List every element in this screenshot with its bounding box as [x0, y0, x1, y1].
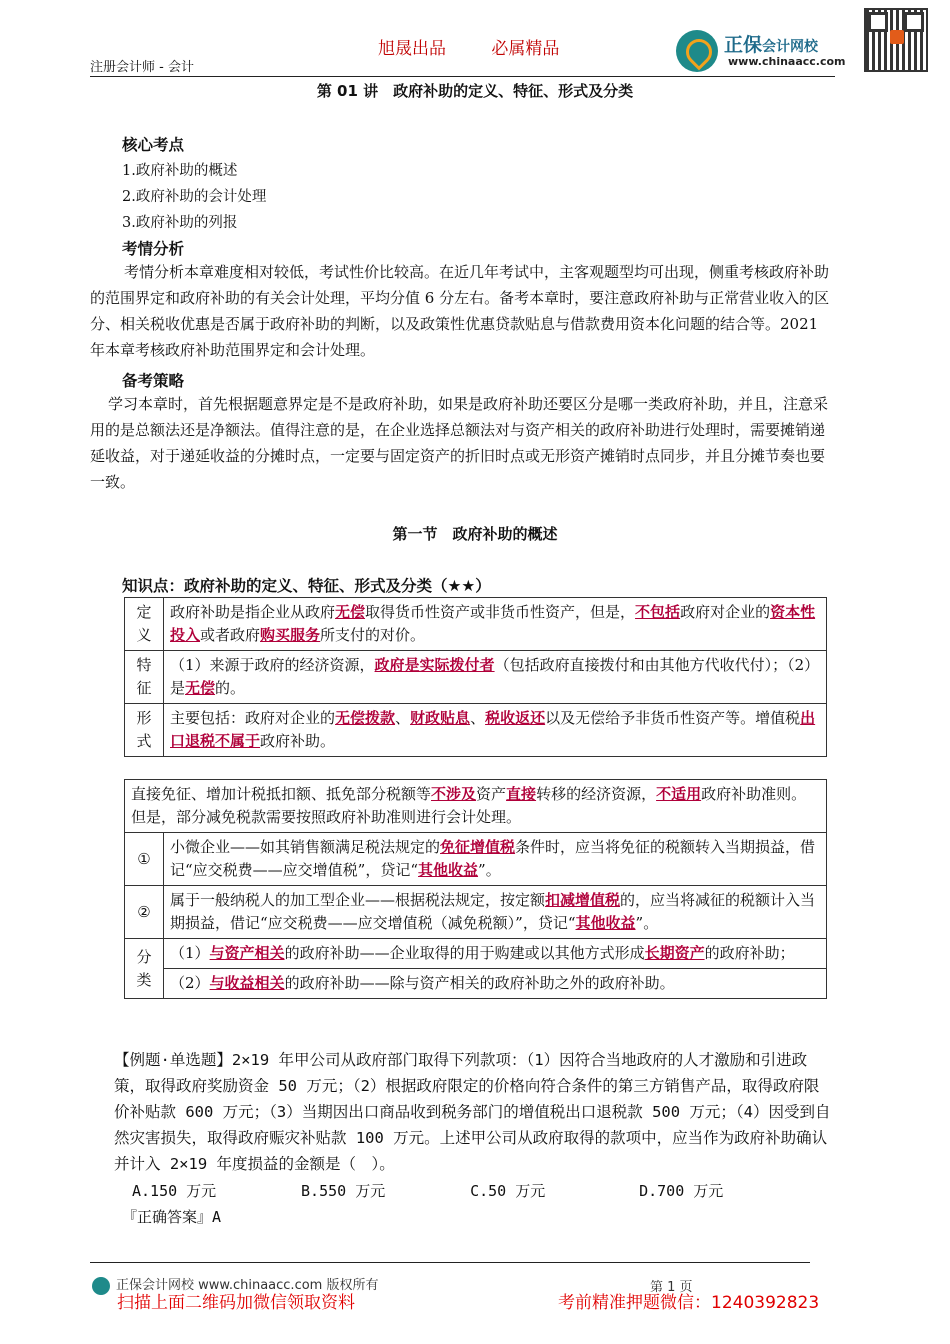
header-divider [90, 76, 835, 77]
core-item: 3.政府补助的列报 [122, 215, 238, 231]
table-row [125, 651, 827, 704]
promo-left: 扫描上面二维码加微信领取资料 [117, 1293, 355, 1313]
table-row [125, 780, 827, 833]
section-title: 第一节 政府补助的概述 [392, 525, 558, 543]
brand-left: 旭晟出品 [378, 39, 446, 59]
course-name: 注册会计师 - 会计 [90, 60, 194, 75]
table-row [125, 939, 827, 969]
row-label: ① [125, 833, 164, 886]
row-label: 特 征 [125, 651, 164, 704]
table-row [125, 833, 827, 886]
row-label: 定 义 [125, 598, 164, 651]
strategy-heading: 备考策略 [122, 372, 185, 390]
table-row [125, 598, 827, 651]
option-a[interactable]: A.150 万元 [132, 1182, 217, 1200]
core-heading: 核心考点 [122, 136, 185, 154]
logo-url: www.chinaacc.com [728, 55, 846, 68]
form-cell: 主要包括：政府对企业的无偿拨款、财政贴息、税收返还以及无偿给予非货币性资产等。增值税出口退税不属于政府补助。 [164, 704, 827, 757]
chinaacc-logo[interactable] [676, 28, 866, 74]
intro-cell: 直接免征、增加计税抵扣额、抵免部分税额等不涉及资产直接转移的经济资源，不适用政府补助准则。但是，部分减免税款需要按照政府补助准则进行会计处理。 [125, 780, 827, 833]
knowledge-point: 知识点：政府补助的定义、特征、形式及分类（★★） [122, 577, 491, 595]
analysis-text: 考情分析本章难度相对较低，考试性价比较高。在近几年考试中，主客观题型均可出现，侧重考核政府补助的范围界定和政府补助的有关会计处理，平均分值 6 分左右。备考本章时，要注意政府补助与正常营业收入的区分、相关税收优惠是否属于政府补助的判断，以及政策性优惠贷款贴息与借款费用资本化问题的结合等。2021 年本章考核政府补助范围界定和会计处理。 [90, 263, 830, 359]
logo-mark-icon [676, 30, 718, 72]
footer-divider [90, 1262, 810, 1263]
logo-sub: 会计网校 [762, 39, 819, 55]
header-brand [378, 34, 599, 59]
core-item: 1.政府补助的概述 [122, 163, 238, 179]
row-label: 分 类 [125, 939, 164, 999]
table-row [125, 969, 827, 999]
table-row [125, 886, 827, 939]
example-question: 【例题·单选题】2×19 年甲公司从政府部门取得下列款项：（1）因符合当地政府的人才激励和引进政策，取得政府奖励资金 50 万元；（2）根据政府限定的价格向符合条件的第三方销售产品，取得政府限价补贴款 600 万元；（3）当期因出口商品收到税务部门的增值税出口退税款 500 万元；（4）因受到自然灾害损失，取得政府赈灾补贴款 100 万元。上述甲公司从政府取得的款项中，应当作为政府补助确认并计入 2×19 年度损益的金额是（ ）。 [114, 1051, 831, 1173]
page-number: 第 1 页 [650, 1280, 693, 1295]
option-b[interactable]: B.550 万元 [301, 1182, 386, 1200]
definition-table [124, 597, 827, 757]
table-row [125, 704, 827, 757]
page-title: 第 01 讲 政府补助的定义、特征、形式及分类 [316, 82, 634, 100]
footer-copyright: 正保会计网校 www.chinaacc.com 版权所有 [92, 1274, 378, 1295]
analysis-heading: 考情分析 [122, 240, 185, 258]
feature-cell: （1）来源于政府的经济资源，政府是实际拨付者（包括政府直接拨付和由其他方代收代付）；（2）是无偿的。 [164, 651, 827, 704]
class-cell: （2）与收益相关的政府补助——除与资产相关的政府补助之外的政府补助。 [164, 969, 827, 999]
row-label: ② [125, 886, 164, 939]
correct-answer: 『正确答案』A [122, 1208, 222, 1226]
core-item: 2.政府补助的会计处理 [122, 189, 267, 205]
logo-name: 正保 [724, 34, 763, 56]
case-cell: 小微企业——如其销售额满足税法规定的免征增值税条件时，应当将免征的税额转入当期损益，借记“应交税费——应交增值税”，贷记“其他收益”。 [164, 833, 827, 886]
row-label: 形 式 [125, 704, 164, 757]
brand-right: 必属精品 [491, 39, 560, 59]
definition-cell: 政府补助是指企业从政府无偿取得货币性资产或非货币性资产，但是，不包括政府对企业的资本性投入或者政府购买服务所支付的对价。 [164, 598, 827, 651]
strategy-text: 学习本章时，首先根据题意界定是不是政府补助，如果是政府补助还要区分是哪一类政府补助，并且，注意采用的是总额法还是净额法。值得注意的是，在企业选择总额法对与资产相关的政府补助进行处理时，需要摊销递延收益，对于递延收益的分摊时点，一定要与固定资产的折旧时点或无形资产摊销时点同步，并且分摊节奏也要一致。 [90, 395, 829, 491]
class-cell: （1）与资产相关的政府补助——企业取得的用于购建或以其他方式形成长期资产的政府补助； [164, 939, 827, 969]
classification-table [124, 779, 827, 999]
option-c[interactable]: C.50 万元 [470, 1182, 546, 1200]
example-options [132, 1180, 799, 1201]
qr-badge-icon [890, 30, 904, 44]
case-cell: 属于一般纳税人的加工型企业——根据税法规定，按定额扣减增值税的，应当将减征的税额计入当期损益，借记“应交税费——应交增值税（减免税额）”，贷记“其他收益”。 [164, 886, 827, 939]
promo-right: 考前精准押题微信：1240392823 [558, 1293, 820, 1313]
footer-logo-icon [92, 1277, 110, 1295]
option-d[interactable]: D.700 万元 [639, 1182, 724, 1200]
